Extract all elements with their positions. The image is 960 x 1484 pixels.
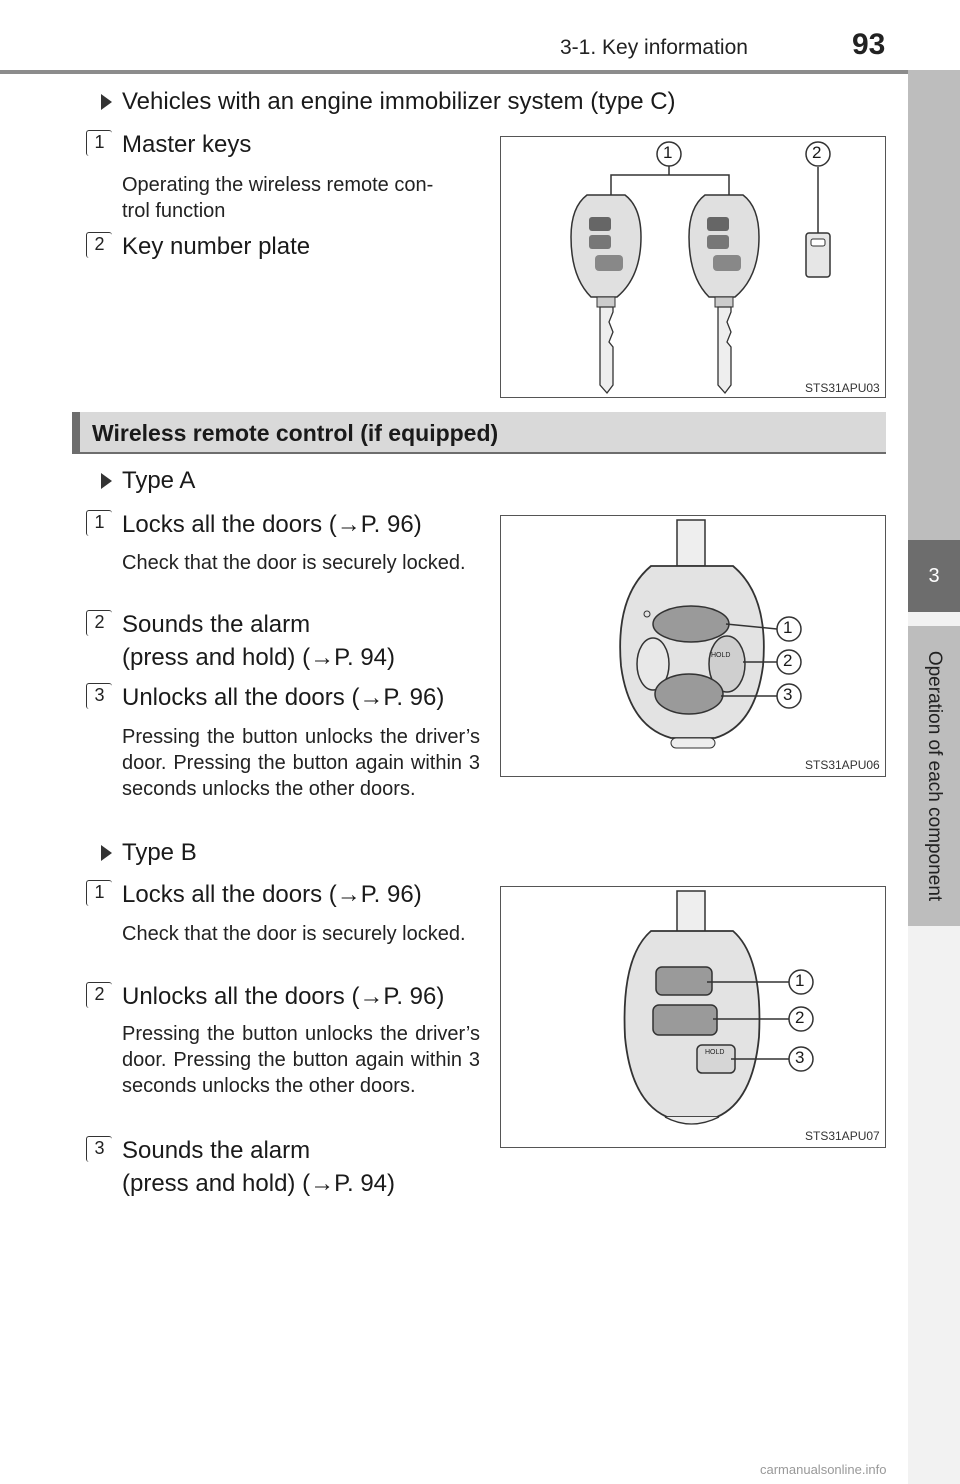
type-a-figure [500,515,886,777]
item-title-line1: Sounds the alarm [122,1137,311,1164]
arrow-bullet-icon [101,473,112,489]
callout-label: 3 [783,685,793,704]
callout-label: 1 [783,618,793,637]
item-title: Unlocks all the doors (→P. 96) [122,983,445,1010]
item-description: Operating the wireless remote con- trol function [122,174,434,222]
item-description: Pressing the button unlocks the driver’s door. Pressing the button again within 3 seconds unlocks the other doors. [122,1023,480,1097]
figure-code: STS31APU06 [805,758,880,772]
callout-label: 3 [795,1048,805,1067]
section-title-bar [72,412,886,454]
item-description: Check that the door is securely locked. [122,552,466,574]
item-number-badge: 1 [86,510,112,536]
item-title: Locks all the doors (→P. 96) [122,881,422,908]
type-b-figure [500,886,886,1148]
item-title-line2: (press and hold) (→P. 94) [122,644,396,671]
arrow-bullet-icon [101,94,112,110]
item-description: Pressing the button unlocks the driver’s door. Pressing the button again within 3 seconds unlocks the other doors. [122,726,480,800]
callout-label: 2 [783,651,793,670]
figure-code: STS31APU07 [805,1129,880,1143]
item-number-badge: 1 [86,880,112,906]
item-title: Unlocks all the doors (→P. 96) [122,684,445,711]
item-title-line1: Sounds the alarm [122,611,311,638]
side-tab [908,70,960,1484]
immobilizer-heading: Vehicles with an engine immobilizer system (type C) [122,88,676,115]
type-b-fob-illustration [501,887,884,1146]
item-number-badge: 3 [86,683,112,709]
item-number-badge: 2 [86,610,112,636]
item-number-badge: 2 [86,232,112,258]
arrow-bullet-icon [101,845,112,861]
side-tab-chapter-title: Operation of each component [924,650,945,902]
type-b-heading: Type B [122,839,197,866]
hold-label: HOLD [711,652,731,659]
page-number: 93 [852,28,886,61]
type-a-heading: Type A [122,467,196,494]
item-title: Locks all the doors (→P. 96) [122,511,422,538]
item-title: Master keys [122,131,252,158]
master-keys-illustration [501,137,884,396]
item-description: Check that the door is securely locked. [122,923,466,945]
item-title: Key number plate [122,233,311,260]
side-tab-top [908,70,960,540]
header-rule [0,70,908,74]
item-title-line2: (press and hold) (→P. 94) [122,1170,396,1197]
master-keys-figure [500,136,886,398]
section-title: Wireless remote control (if equipped) [92,420,499,446]
callout-label: 2 [812,143,822,162]
figure-code: STS31APU03 [805,381,880,395]
callout-label: 2 [795,1008,805,1027]
hold-label: HOLD [705,1049,725,1056]
callout-label: 1 [795,971,805,990]
item-number-badge: 3 [86,1136,112,1162]
callout-label: 1 [663,143,673,162]
item-number-badge: 1 [86,130,112,156]
watermark: carmanualsonline.info [760,1462,887,1477]
header-section-title: 3-1. Key information [560,36,748,59]
side-tab-chapter-number: 3 [908,540,960,612]
item-number-badge: 2 [86,982,112,1008]
type-a-fob-illustration [501,516,884,775]
